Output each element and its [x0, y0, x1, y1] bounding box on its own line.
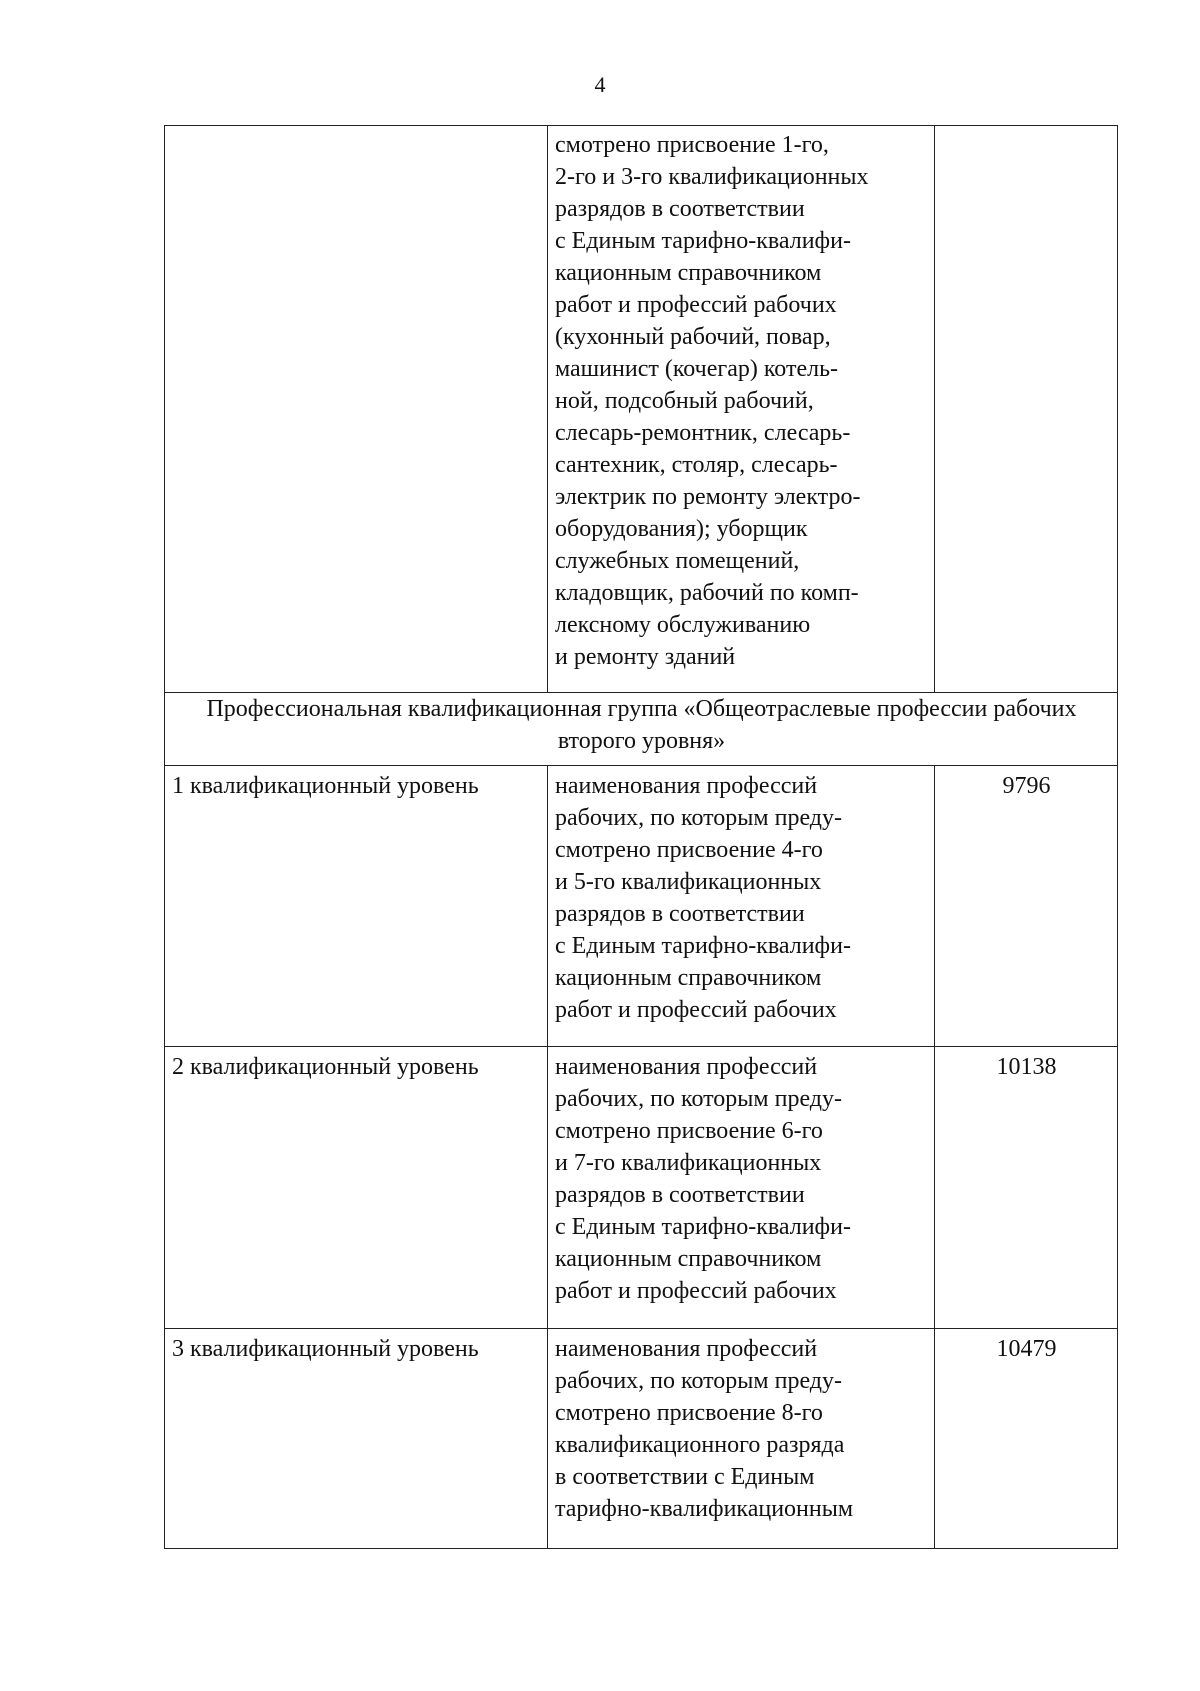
page-number: 4 — [594, 72, 606, 97]
salary-cell: 10479 — [935, 1329, 1118, 1549]
salary-cell — [935, 126, 1118, 693]
table-row — [165, 1329, 1118, 1549]
level-cell — [165, 126, 548, 693]
level-cell: 1 квалификационный уровень — [165, 766, 548, 1047]
table-row — [165, 1047, 1118, 1329]
description-cell: наименования профессий рабочих, по которым преду- смотрено присвоение 6-го и 7-го квалификационных разрядов в соответствии с Единым тарифно-квалифи- кационным справочником работ и профессий рабочих — [548, 1047, 935, 1329]
group-title: Профессиональная квалификационная группа «Общеотраслевые профессии рабочих второго уровня» — [165, 693, 1118, 766]
description-cell: наименования профессий рабочих, по которым преду- смотрено присвоение 4-го и 5-го квалификационных разрядов в соответствии с Единым тарифно-квалифи- кационным справочником работ и профессий рабочих — [548, 766, 935, 1047]
description-cell: смотрено присвоение 1-го, 2-го и 3-го квалификационных разрядов в соответствии с Единым тарифно-квалифи- кационным справочником работ и профессий рабочих (кухонный рабочий, повар, машинист (кочегар) котель- ной, подсобный рабочий, слесарь-ремонтник, слесарь- сантехник, столяр, слесарь- электрик по ремонту электро- оборудования); уборщик служебных помещений, кладовщик, рабочий по комп- лексному обслуживанию и ремонту зданий — [548, 126, 935, 693]
table-row — [165, 766, 1118, 1047]
salary-table — [164, 125, 1118, 1549]
group-header-row — [165, 693, 1118, 766]
level-cell: 2 квалификационный уровень — [165, 1047, 548, 1329]
table-row — [165, 126, 1118, 693]
salary-cell: 9796 — [935, 766, 1118, 1047]
salary-cell: 10138 — [935, 1047, 1118, 1329]
description-cell: наименования профессий рабочих, по которым преду- смотрено присвоение 8-го квалификационного разряда в соответствии с Единым тарифно-квалификационным — [548, 1329, 935, 1549]
level-cell: 3 квалификационный уровень — [165, 1329, 548, 1549]
